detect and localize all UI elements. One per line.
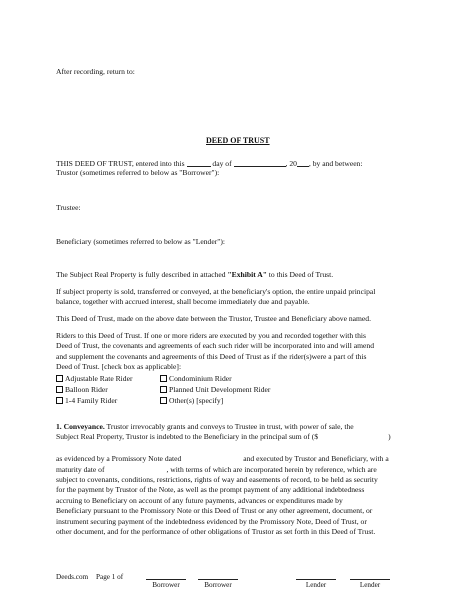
intro-between-text: , by and between: [308,159,363,168]
exhibit-a-ref: "Exhibit A" [227,270,267,279]
beneficiary-label: Beneficiary (sometimes referred to below as "Lender"): [56,237,225,246]
rider-balloon[interactable] [56,385,108,395]
promissory-executed-text: and executed by Trustor and Beneficiary, with a [243,454,389,463]
promissory-line: subject to covenants, conditions, restrictions, rights of way and easements of record, to be held as security [56,475,378,484]
rider-label: Adjustable Rate Rider [65,374,133,383]
signature-borrower-2 [198,579,238,589]
sold-para-line: balance, together with accrued interest, shall become immediately due and payable. [56,297,310,306]
promissory-line: accruing to Beneficiary on account of any future payments, advances or expenditures made by [56,496,343,505]
promissory-line: other document, and for the performance of other obligations of Trustor as set forth in this Deed of Trust. [56,527,376,536]
rider-condominium[interactable] [160,374,232,384]
trustee-label: Trustee: [56,203,81,212]
made-para: This Deed of Trust, made on the above date between the Trustor, Trustee and Beneficiary above named. [56,314,371,323]
subject-property-text-end: to this Deed of Trust. [266,270,334,279]
checkbox[interactable] [160,375,167,382]
footer-site: Deeds.com [56,573,89,581]
month-blank [234,158,286,167]
rider-adjustable-rate[interactable] [56,374,132,384]
maturity-terms-text: , with terms of which are incorporated herein by reference, which are [166,465,377,474]
intro-day-text: day of [212,159,232,168]
signature-lender-1 [296,579,336,589]
promissory-dated-text: as evidenced by a Promissory Note dated [56,454,182,463]
document-title: DEED OF TRUST [206,136,270,145]
rider-1-4-family[interactable] [56,396,117,406]
promissory-line-1 [56,454,389,464]
checkbox[interactable] [56,375,63,382]
signature-label: Lender [305,581,327,589]
conveyance-line-1 [56,422,354,432]
signature-lender-2 [350,579,390,589]
promissory-line: instrument securing payment of the indebtedness evidenced by the Promissory Note, Deed of Trust, or [56,517,367,526]
year-blank [297,158,309,167]
checkbox[interactable] [56,397,63,404]
rider-label: Other(s) [specify] [169,396,224,405]
intro-entered-text: THIS DEED OF TRUST, entered into this [56,159,185,168]
footer-page: Page 1 of [96,573,124,581]
conveyance-text: Trustor irrevocably grants and conveys to Trustee in trust, with power of sale, the [104,422,354,431]
maturity-text: maturity date of [56,465,105,474]
riders-para-line: and supplement the covenants and agreements of this Deed of Trust as if the rider(s)were a part of this [56,352,367,361]
sold-para-line: If subject property is sold, transferred or conveyed, at the beneficiary's option, the entire unpaid principal [56,287,376,296]
signature-label: Borrower [152,581,180,589]
trustor-label: Trustor (sometimes referred to below as "Borrower"): [56,168,220,177]
principal-sum-text: Subject Real Property, Trustor is indebted to the Beneficiary in the principal sum of ($ [56,432,319,441]
checkbox[interactable] [56,386,63,393]
signature-borrower-1 [146,579,186,589]
rider-planned-unit[interactable] [160,385,270,395]
signature-label: Borrower [204,581,232,589]
promissory-line: for the payment by Trustor of the Note, as well as the prompt payment of any additional indebtedness [56,485,365,494]
riders-para-line: Deed of Trust. [check box as applicable]: [56,362,182,371]
rider-others[interactable] [160,396,223,406]
day-blank [187,158,211,167]
checkbox[interactable] [160,397,167,404]
riders-para-line: Riders to this Deed of Trust. If one or more riders are executed by you and recorded together with this [56,331,366,340]
conveyance-line-2 [56,432,391,442]
promissory-line: Beneficiary pursuant to the Promissory Note or this Deed of Trust or any other agreement, document, or [56,506,373,515]
checkbox[interactable] [160,386,167,393]
subject-property-text: The Subject Real Property is fully described in attached [56,270,228,279]
riders-para-line: Deed of Trust, the covenants and agreements of each such rider will be incorporated into and will amend [56,341,374,350]
subject-property-line [56,270,333,280]
rider-label: Condominium Rider [169,374,232,383]
intro-year-text: , 20 [285,159,297,168]
principal-sum-close: ) [388,432,391,441]
conveyance-heading: 1. Conveyance. [56,422,105,431]
rider-label: 1-4 Family Rider [65,396,118,405]
after-recording-label: After recording, return to: [56,67,135,76]
rider-label: Balloon Rider [65,385,108,394]
signature-label: Lender [359,581,381,589]
promissory-line-2 [56,465,377,475]
rider-label: Planned Unit Development Rider [169,385,271,394]
